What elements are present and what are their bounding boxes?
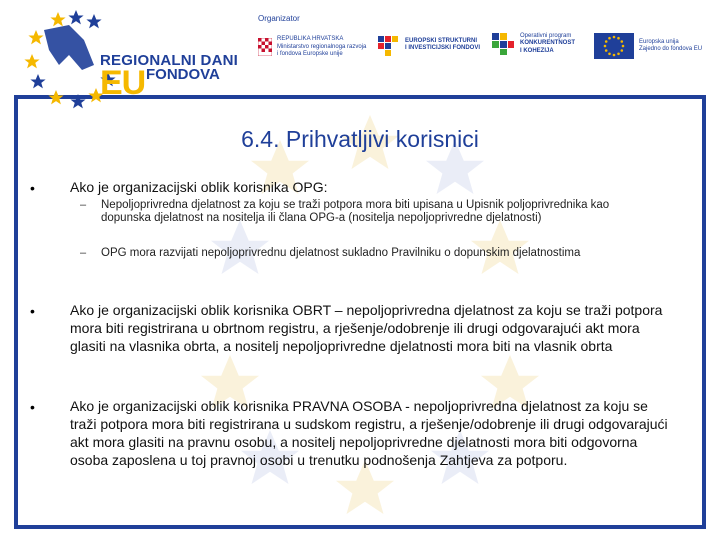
partner-line: I INVESTICIJSKI FONDOVI bbox=[405, 45, 481, 51]
bullet-marker: • bbox=[30, 180, 35, 196]
bullet-marker: • bbox=[30, 303, 35, 319]
logo-line2: FONDOVA bbox=[146, 66, 220, 83]
bullet-pravna-osoba: Ako je organizacijski oblik korisnika PRAVNA OSOBA - nepoljoprivredna djelatnost za koju se traži potpora mora biti registrirana u sudskom registru, a rješenje/odobrenje ili drugi odgovarajući akt mora glasiti na pravnu osobu, a nositelj nepoljoprivredne djelatnosti mora biti odgovorna osoba zaposlena u toj pravnoj osobi u trenutku podnošenja Zahtjeva za potporu. bbox=[70, 398, 668, 468]
partner-line: REPUBLIKA HRVATSKA bbox=[277, 36, 344, 42]
partner-op-program bbox=[491, 32, 575, 56]
sub-bullet-pravilnik: OPG mora razvijati nepoljoprivrednu djelatnost sukladno Pravilniku o dopunskim djelatnostima bbox=[101, 247, 581, 259]
partner-line: Europska unija bbox=[639, 38, 679, 45]
dash-marker: – bbox=[80, 247, 87, 259]
partner-line: Operativni program bbox=[520, 32, 572, 39]
bullet-opg: Ako je organizacijski oblik korisnika OPG: bbox=[70, 179, 328, 195]
partner-line: KONKURENTNOST bbox=[520, 40, 575, 47]
sub-bullet-upisnik: Nepoljoprivredna djelatnost za koju se traži potpora mora biti upisana u Upisnik poljoprivrednika kao dopunska djelatnost na nositelja ili člana OPG-a (nositelja nepoljoprivredne djelatnosti) bbox=[101, 199, 610, 224]
eu-flag-icon bbox=[594, 33, 634, 59]
slide-title: 6.4. Prihvatljivi korisnici bbox=[241, 126, 479, 152]
bullet-marker: • bbox=[30, 399, 35, 415]
partner-line: EUROPSKI STRUKTURNI bbox=[405, 37, 478, 44]
logo-line1: REGIONALNI DANI bbox=[100, 52, 238, 69]
esi-funds-icon bbox=[376, 34, 400, 56]
partner-hr-ministry bbox=[258, 36, 366, 59]
op-program-icon bbox=[491, 32, 515, 56]
partner-line: I KOHEZIJA bbox=[520, 47, 554, 54]
croatian-coat-of-arms-icon bbox=[258, 38, 272, 56]
partner-esi-funds bbox=[376, 34, 480, 56]
partner-line: Zajedno do fondova EU bbox=[639, 46, 703, 52]
organizer-label: Organizator bbox=[258, 14, 300, 23]
partner-line: i fondova Europske unije bbox=[277, 51, 343, 57]
bullet-obrt: Ako je organizacijski oblik korisnika OBRT – nepoljoprivredna djelatnost za koju se traži potpora mora biti registrirana u obrtnom registru, a rješenje/odobrenje ili drugi odgovarajući akt mora glasiti na vlasnika obrta, a nositelj nepoljoprivredne djelatnosti mora biti na vlasnik obrta bbox=[70, 302, 663, 354]
dash-marker: – bbox=[80, 199, 87, 211]
logo-eu: EU bbox=[100, 64, 146, 102]
partner-line: Ministarstvo regionalnoga razvoja bbox=[277, 43, 367, 50]
partner-eu-flag bbox=[594, 33, 702, 59]
